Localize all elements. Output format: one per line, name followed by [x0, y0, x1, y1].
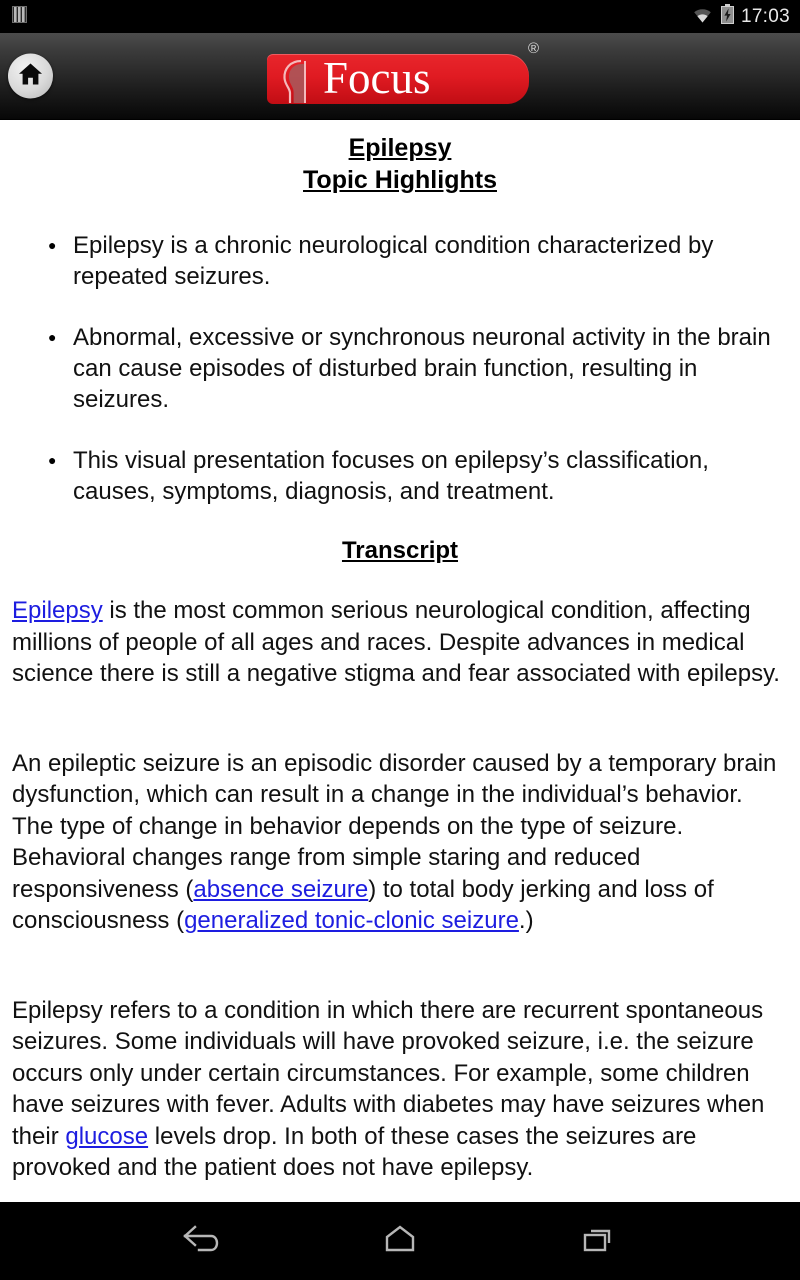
home-icon [17, 61, 44, 91]
transcript-text: is the most common serious neurological condition, affecting millions of people of all ages and races. Despite advances in medical science there is still a negative stigma and fear associated with epilepsy. [12, 597, 780, 687]
nav-home-button[interactable] [361, 1211, 439, 1271]
recent-apps-icon [575, 1222, 621, 1261]
page-title: Epilepsy [348, 134, 452, 162]
head-silhouette-icon [281, 59, 315, 105]
transcript-text: levels drop. In both of these cases the seizures are provoked and the patient does not have epilepsy. [12, 1122, 697, 1181]
transcript-paragraph [10, 595, 790, 690]
article-content[interactable] [0, 120, 800, 1192]
topic-highlights-list [10, 230, 790, 507]
nav-back-button[interactable] [163, 1211, 241, 1271]
sim-card-icon [12, 6, 27, 28]
logo-text: Focus [323, 52, 431, 103]
transcript-heading: Transcript [341, 537, 459, 564]
transcript-link[interactable]: glucose [65, 1122, 149, 1150]
back-arrow-icon [179, 1222, 225, 1261]
transcript-body [10, 595, 790, 1184]
transcript-link[interactable]: Epilepsy [12, 597, 103, 624]
list-item: ● Abnormal, excessive or synchronous neuronal activity in the brain can cause episodes of disturbed brain function, resulting in seizures. [10, 322, 790, 415]
list-item: ● This visual presentation focuses on epilepsy’s classification, causes, symptoms, diagnosis, and treatment. [10, 445, 790, 507]
page-subtitle: Topic Highlights [303, 166, 497, 194]
transcript-text: .) [518, 907, 534, 934]
nav-recents-button[interactable] [559, 1211, 637, 1271]
status-bar-left [12, 6, 27, 28]
transcript-text: ) to total body jerking and loss of consciousness ( [12, 875, 714, 934]
home-button[interactable] [8, 54, 53, 99]
status-clock: 17:03 [740, 5, 790, 27]
battery-charging-icon [721, 4, 734, 29]
wifi-icon [691, 6, 714, 28]
home-outline-icon [377, 1222, 423, 1261]
list-item: ● Epilepsy is a chronic neurological condition characterized by repeated seizures. [10, 230, 790, 292]
status-bar [0, 0, 800, 33]
focus-logo [267, 39, 539, 105]
registered-trademark-symbol: ® [527, 39, 539, 57]
android-navigation-bar [0, 1202, 800, 1280]
transcript-paragraph [10, 748, 790, 937]
transcript-paragraph [10, 995, 790, 1184]
transcript-link[interactable]: generalized tonic-clonic seizure [184, 907, 519, 934]
transcript-text: Epilepsy refers to a condition in which there are recurrent spontaneous seizures. Some individuals will have provoked seizure, i.e. the seizure occurs only under certain circumstances. For example, some children have seizures with fever. Adults with diabetes may have seizures when their [12, 996, 765, 1150]
status-bar-right [691, 4, 790, 29]
app-header [0, 33, 800, 120]
transcript-link[interactable]: absence seizure [193, 875, 369, 903]
transcript-text: An epileptic seizure is an episodic disorder caused by a temporary brain dysfunction, which can result in a change in the individual’s behavior. The type of change in behavior depends on the type of seizure. Behavioral changes range from simple staring and reduced responsiveness ( [12, 749, 777, 903]
